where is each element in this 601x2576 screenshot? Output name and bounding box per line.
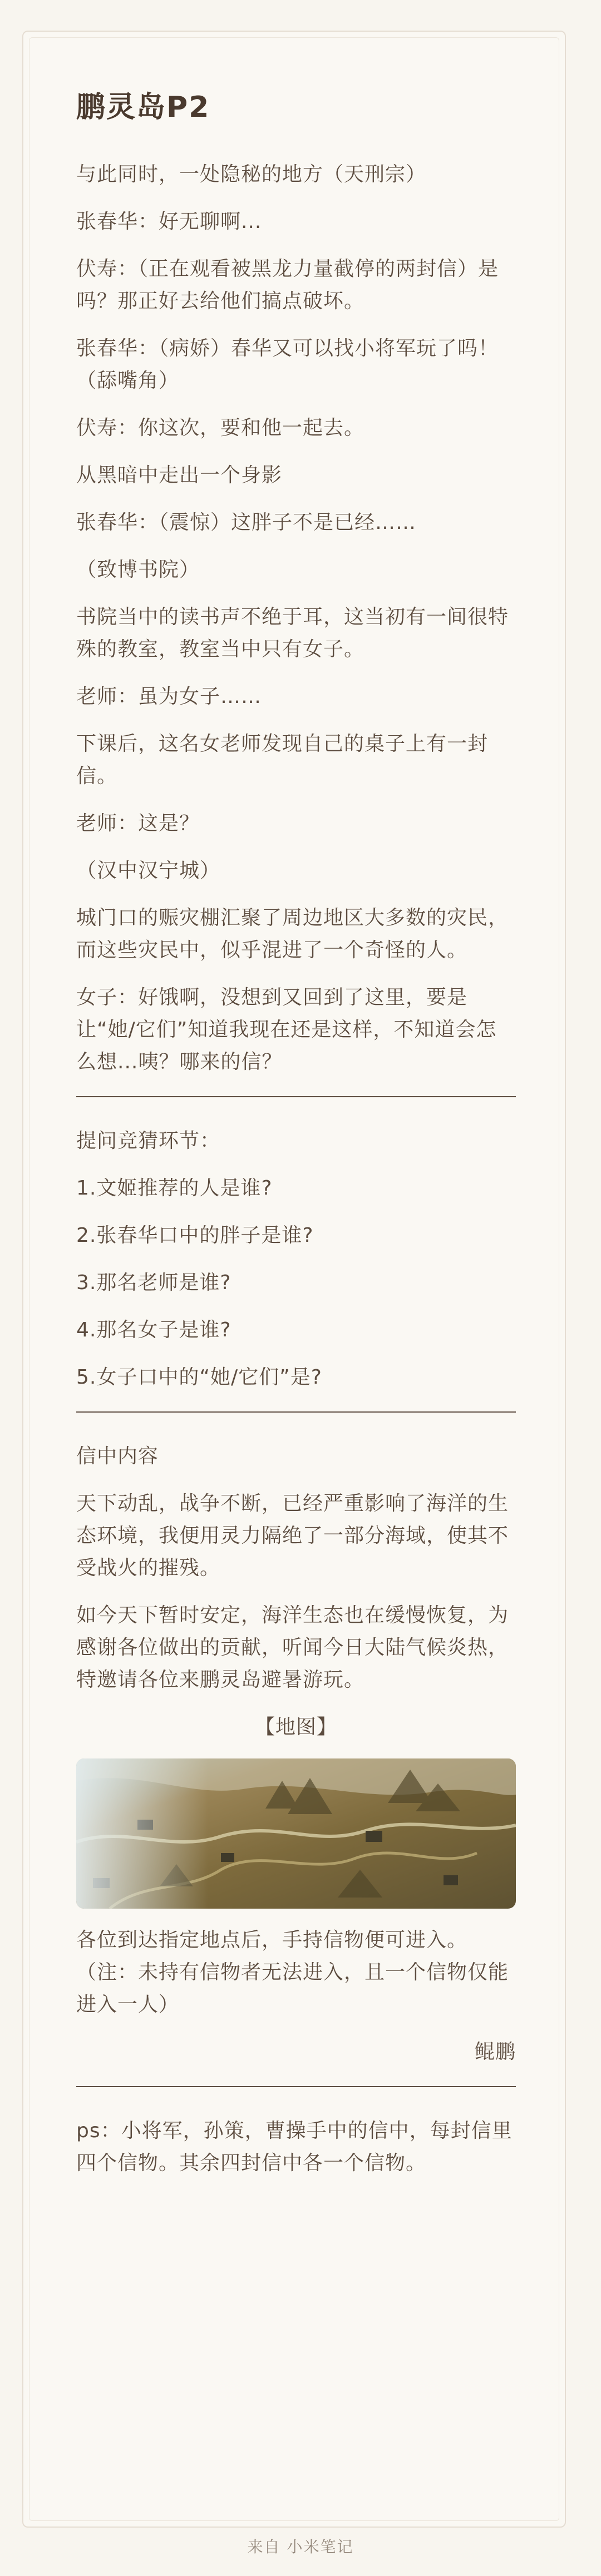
story-line: 老师：这是？	[76, 812, 200, 835]
story-line: 张春华：（病娇）春华又可以找小将军玩了吗！（舔嘴角）	[76, 337, 499, 392]
story-line: 张春华：好无聊啊...	[76, 210, 262, 233]
letter-after-map: 各位到达指定地点后，手持信物便可进入。（注：未持有信物者无法进入，且一个信物仅能进入一人）	[76, 1929, 509, 2016]
story-line: 下课后，这名女老师发现自己的桌子上有一封信。	[76, 732, 489, 787]
story-line: 从黑暗中走出一个身影	[76, 464, 283, 487]
map-image[interactable]	[76, 1758, 516, 1909]
letter-heading: 信中内容	[76, 1445, 159, 1468]
quiz-question: 1.文姬推荐的人是谁?	[76, 1177, 273, 1200]
ps-note: ps：小将军，孙策，曹操手中的信中，每封信里四个信物。其余四封信中各一个信物。	[76, 2119, 513, 2174]
quiz-heading: 提问竞猜环节：	[76, 1130, 221, 1152]
story-line: 伏寿：你这次，要和他一起去。	[76, 417, 365, 439]
letter-paragraph: 天下动乱，战争不断，已经严重影响了海洋的生态环境，我便用灵力隔绝了一部分海域，使其不受战火的摧残。	[76, 1492, 509, 1579]
story-line: 城门口的赈灾棚汇聚了周边地区大多数的灾民，而这些灾民中，似乎混进了一个奇怪的人。	[76, 906, 509, 962]
note-title: 鹏灵岛P2	[76, 91, 210, 124]
letter-paragraph: 如今天下暂时安定，海洋生态也在缓慢恢复，为感谢各位做出的贡献，听闻今日大陆气候炎热，特邀请各位来鹏灵岛避暑游玩。	[76, 1604, 509, 1691]
story-line: 老师：虽为女子……	[76, 685, 262, 708]
story-line: （汉中汉宁城）	[76, 859, 221, 882]
letter-signature: 鲲鹏	[474, 2040, 516, 2063]
section-divider	[76, 1096, 516, 1097]
story-line: 女子：好饿啊，没想到又回到了这里，要是让“她/它们”知道我现在还是这样，不知道会怎么想...咦？哪来的信？	[76, 986, 497, 1073]
section-divider	[76, 1411, 516, 1413]
story-line: 与此同时，一处隐秘的地方（天刑宗）	[76, 163, 427, 186]
quiz-question: 3.那名老师是谁?	[76, 1271, 231, 1294]
map-caption: 【地图】	[254, 1716, 337, 1738]
story-line: 书院当中的读书声不绝于耳，这当初有一间很特殊的教室，教室当中只有女子。	[76, 606, 509, 661]
story-line: 张春华：（震惊）这胖子不是已经……	[76, 511, 417, 534]
story-line: 伏寿：（正在观看被黑龙力量截停的两封信）是吗？那正好去给他们搞点破坏。	[76, 257, 499, 313]
story-line: （致博书院）	[76, 558, 200, 581]
section-divider	[76, 2086, 516, 2087]
quiz-question: 2.张春华口中的胖子是谁?	[76, 1224, 314, 1247]
note-content	[76, 83, 516, 2194]
footer-source: 来自 小米笔记	[247, 2538, 354, 2556]
quiz-question: 4.那名女子是谁?	[76, 1319, 231, 1341]
quiz-question: 5.女子口中的“她/它们”是?	[76, 1366, 322, 1389]
